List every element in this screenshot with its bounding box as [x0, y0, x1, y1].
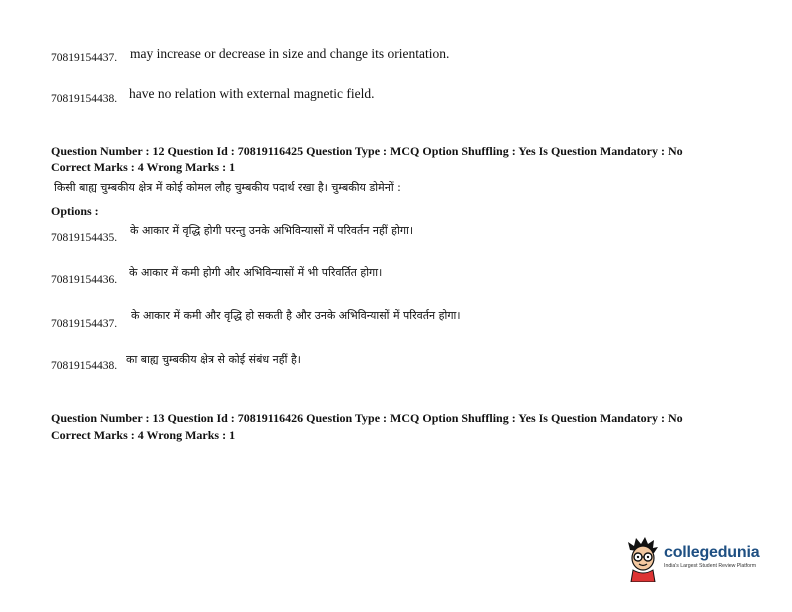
option-id: 70819154436.: [51, 274, 118, 286]
collegedunia-logo[interactable]: [624, 536, 764, 582]
option-text: may increase or decrease in size and change its orientation.: [130, 46, 450, 61]
option-text: के आकार में कमी होगी और अभिविन्यासों में भी परिवर्तित होगा।: [129, 266, 383, 279]
question-text: किसी बाह्य चुम्बकीय क्षेत्र में कोई कोमल लौह चुम्बकीय पदार्थ रखा है। चुम्बकीय डोमेनों :: [54, 181, 401, 194]
option-id: 70819154437.: [51, 52, 118, 64]
marks-line: Correct Marks : 4 Wrong Marks : 1: [51, 428, 236, 442]
question-header: Question Number : 13 Question Id : 70819116426 Question Type : MCQ Option Shuffling : Yes Is Question Mandatory : No: [51, 411, 683, 425]
option-id: 70819154435.: [51, 232, 118, 244]
option-text: have no relation with external magnetic field.: [129, 86, 375, 101]
option-id: 70819154438.: [51, 360, 118, 372]
logo-name: collegedunia: [664, 544, 760, 561]
marks-line: Correct Marks : 4 Wrong Marks : 1: [51, 160, 236, 174]
options-label: Options :: [51, 204, 99, 218]
logo-tagline: India's Largest Student Review Platform: [664, 563, 757, 569]
option-id: 70819154438.: [51, 93, 118, 105]
option-text: का बाह्य चुम्बकीय क्षेत्र से कोई संबंध नहीं है।: [126, 353, 301, 366]
option-id: 70819154437.: [51, 318, 118, 330]
option-text: के आकार में वृद्धि होगी परन्तु उनके अभिविन्यासों में परिवर्तन नहीं होगा।: [130, 224, 414, 237]
question-header: Question Number : 12 Question Id : 70819116425 Question Type : MCQ Option Shuffling : Yes Is Question Mandatory : No: [51, 144, 683, 158]
student-mascot-icon: [624, 536, 662, 582]
option-text: के आकार में कमी और वृद्धि हो सकती है और उनके अभिविन्यासों में परिवर्तन होगा।: [131, 309, 461, 322]
